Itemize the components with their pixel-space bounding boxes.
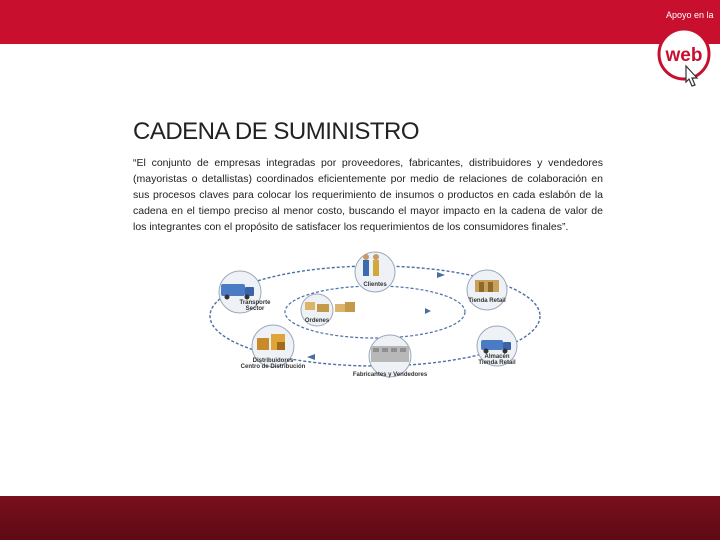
header-bar [0,0,720,44]
node-tienda-retail [467,270,507,310]
web-logo [652,24,716,104]
web-logo-text: web [665,45,703,66]
label-transporte-2: Sector [245,306,265,312]
slide-title: CADENA DE SUMINISTRO [133,118,420,145]
flow-arrow-inner [425,308,431,314]
node-ordenes [301,294,333,326]
flow-arrow-right [437,272,445,278]
node-transporte [219,271,271,313]
supply-chain-diagram [185,250,560,385]
node-fabricantes [353,335,428,378]
label-fabricantes: Fabricantes y Vendedores [352,372,428,378]
label-distribucion-1: Distribuidores [252,358,294,364]
node-almacen-retail [477,326,517,366]
label-ordenes: Ordenes [304,318,330,324]
label-transporte-1: Transporte [239,300,271,306]
flow-arrow-left [307,354,315,360]
node-clientes [355,252,395,292]
node-paquetes [335,302,355,312]
label-tienda-retail: Tienda Retail [468,298,506,304]
label-distribucion-2: Centro de Distribución [240,364,306,370]
node-distribucion [241,325,306,370]
label-almacen-retail-1: Almacén [484,354,510,360]
brand-tagline: Apoyo en la [666,10,714,20]
label-almacen-retail-2: Tienda Retail [478,360,516,366]
footer-bar [0,496,720,540]
label-clientes: Clientes [363,282,387,288]
brand-block[interactable] [652,6,720,106]
slide-definition: “El conjunto de empresas integradas por proveedores, fabricantes, distribuidores y vendedores (mayoristas o detallistas) coordinados eficientemente por medio de relaciones de colaboración en sus procesos claves para colocar los requerimiento de insumos o productos en cada eslabón de la cadena en el tiempo preciso al menor costo, buscando el mayor impacto en la cadena de valor de los integrantes con el propósito de satisfacer los requerimientos de los consumidores finales”. [133,157,603,233]
